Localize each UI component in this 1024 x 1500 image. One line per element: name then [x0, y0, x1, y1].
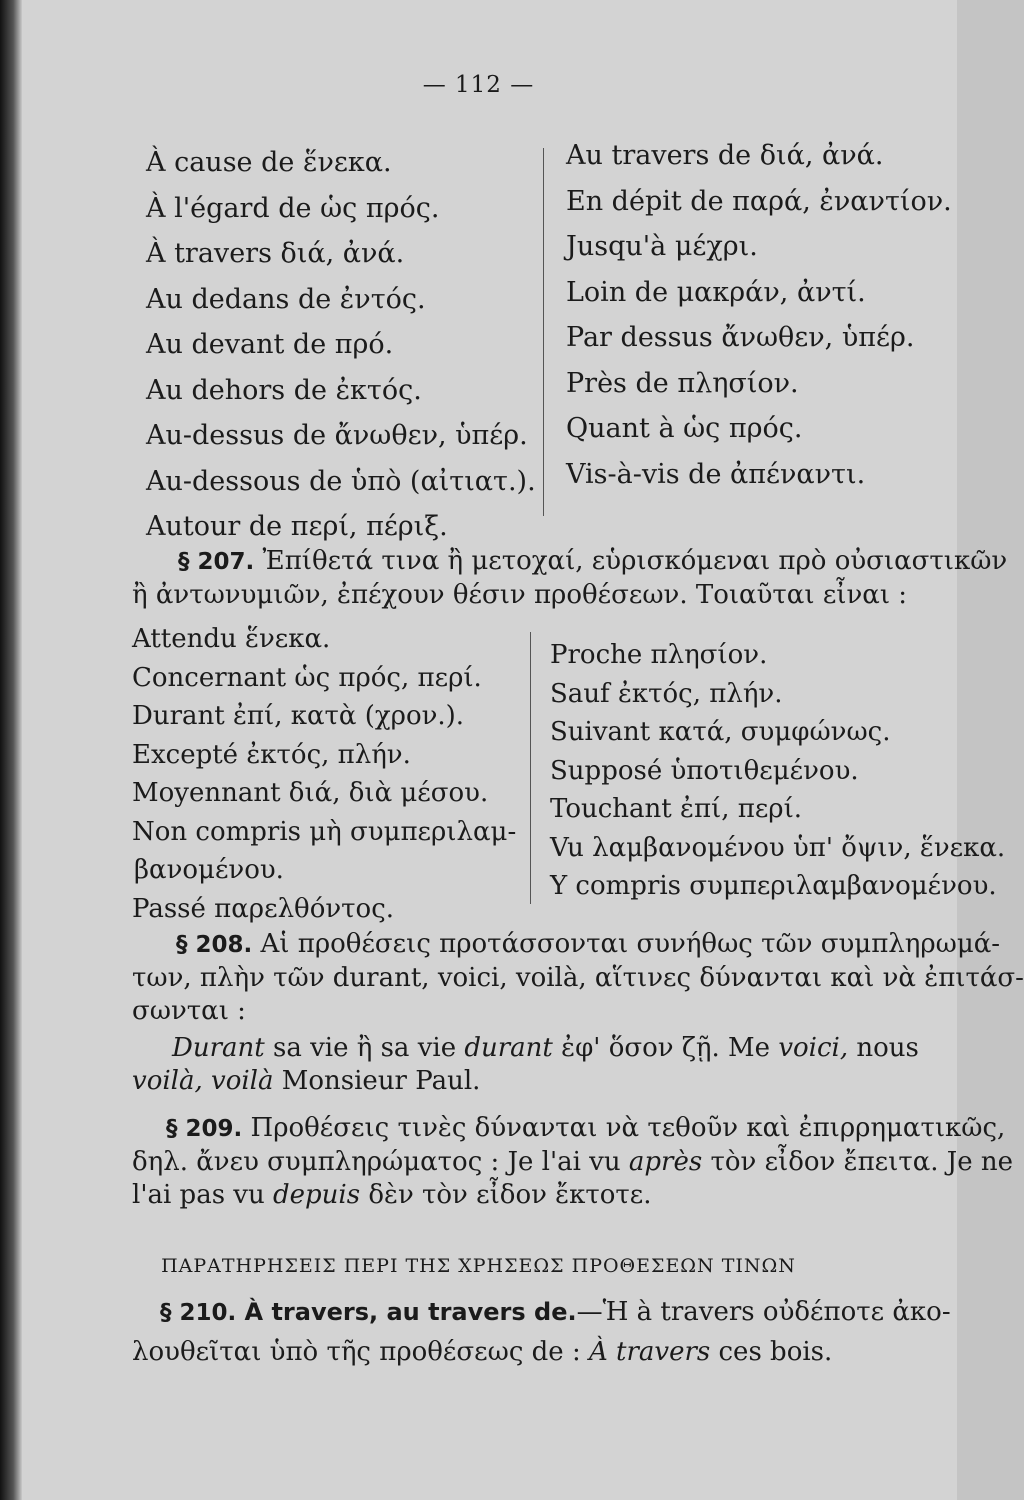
list-entry: Concernant ὡς πρός, περί.	[132, 662, 482, 693]
list-entry: Moyennant διά, διὰ μέσου.	[132, 778, 489, 808]
list-entry: Vu λαμβανομένου ὑπ' ὄψιν, ἕνεκα.	[550, 832, 1006, 863]
list-entry: Suivant κατά, συμφώνως.	[550, 717, 891, 747]
list-entry: Touchant ἐπί, περί.	[550, 794, 803, 824]
section-number: § 207.	[178, 549, 255, 575]
list-entry: Y compris συμπεριλαμβανομένου.	[550, 871, 997, 901]
section-number: § 208.	[176, 932, 253, 958]
list-entry: Supposé ὑποτιθεμένου.	[550, 755, 859, 786]
list-entry: Au travers de διά, ἀνά.	[566, 140, 884, 171]
list-entry: En dépit de παρά, ἐναντίον.	[566, 185, 952, 217]
list2-left-column	[132, 620, 516, 928]
list-entry: Non compris μὴ συμπεριλαμ-	[132, 816, 517, 847]
list-entry: Excepté ἐκτός, πλήν.	[132, 739, 411, 770]
list-entry: Proche πλησίον.	[550, 640, 768, 670]
section-number: § 210.	[160, 1300, 237, 1326]
section-207: § 207. Ἐπίθετά τινα ἢ μετοχαί, εὑρισκόμεναι πρὸ οὐσιαστικῶν ἢ ἀντωνυμιῶν, ἐπέχουν θέσιν προθέσεων. Τοιαῦται εἶναι :	[132, 546, 1008, 610]
list-entry: Quant à ὡς πρός.	[566, 413, 803, 444]
column-divider	[530, 632, 531, 904]
list-entry: Par dessus ἄνωθεν, ὑπέρ.	[566, 322, 915, 353]
list-entry: Au dedans de ἐντός.	[146, 283, 426, 315]
list-entry: À l'égard de ὡς πρός.	[146, 192, 440, 224]
example-line: Durant sa vie ἢ sa vie durant ἐφ' ὅσον ζῇ. Me voici, nous	[172, 1033, 919, 1063]
list-entry: À cause de ἕνεκα.	[146, 147, 392, 178]
list-entry: Durant ἐπί, κατὰ (χρον.).	[132, 701, 465, 731]
list-entry: βανομένου.	[134, 855, 284, 885]
list-entry: Attendu ἕνεκα.	[132, 624, 331, 654]
list1-right-column	[566, 133, 952, 497]
list-entry: Au devant de πρό.	[146, 329, 394, 360]
page-number: — 112 —	[422, 72, 535, 98]
list-entry: Autour de περί, πέριξ.	[146, 511, 448, 542]
section-208: § 208. Αἱ προθέσεις προτάσσονται συνήθως τῶν συμπληρωμά- των, πλὴν τῶν durant, voici, voilà, αἵτινες δύνανται καὶ νὰ ἐπιτάσ- σωνται : Durant sa vie ἢ sa vie durant ἐφ' ὅσον ζῇ. Me voici, nous voilà, voilà Monsieur Paul.	[132, 929, 1024, 1096]
list1-left-column	[146, 140, 536, 550]
column-divider	[543, 148, 544, 516]
list-entry: Loin de μακράν, ἀντί.	[566, 276, 866, 308]
list-entry: À travers διά, ἀνά.	[146, 238, 405, 269]
example-line: voilà, voilà Monsieur Paul.	[132, 1066, 481, 1096]
section-210: § 210. À travers, au travers de.—Ἡ à travers οὐδέποτε ἀκο- λουθεῖται ὑπὸ τῆς προθέσεως de : À travers ces bois.	[132, 1297, 951, 1367]
list-entry: Vis-à-vis de ἀπέναντι.	[566, 458, 866, 490]
list-entry: Jusqu'à μέχρι.	[566, 231, 758, 262]
list-entry: Sauf ἐκτός, πλήν.	[550, 678, 783, 709]
section-heading: ΠΑΡΑΤΗΡΗΣΕΙΣ ΠΕΡΙ ΤΗΣ ΧΡΗΣΕΩΣ ΠΡΟΘΕΣΕΩΝ ΤΙΝΩΝ	[161, 1255, 796, 1277]
list-entry: Au-dessous de ὑπὸ (αἰτιατ.).	[146, 465, 536, 497]
section-209: § 209. Προθέσεις τινὲς δύνανται νὰ τεθοῦν καὶ ἐπιρρηματικῶς, δηλ. ἄνευ συμπληρώματος : Je l'ai vu après τὸν εἶδον ἔπειτα. Je ne l'ai pas vu depuis δὲν τὸν εἶδον ἔκτοτε.	[132, 1113, 1013, 1210]
list2-right-column	[550, 636, 1005, 906]
list-entry: Passé παρελθόντος.	[132, 893, 395, 924]
list-entry: Au dehors de ἐκτός.	[146, 374, 422, 406]
list-entry: Au-dessus de ἄνωθεν, ὑπέρ.	[146, 420, 528, 451]
list-entry: Près de πλησίον.	[566, 367, 799, 399]
section-number: § 209.	[166, 1116, 243, 1142]
